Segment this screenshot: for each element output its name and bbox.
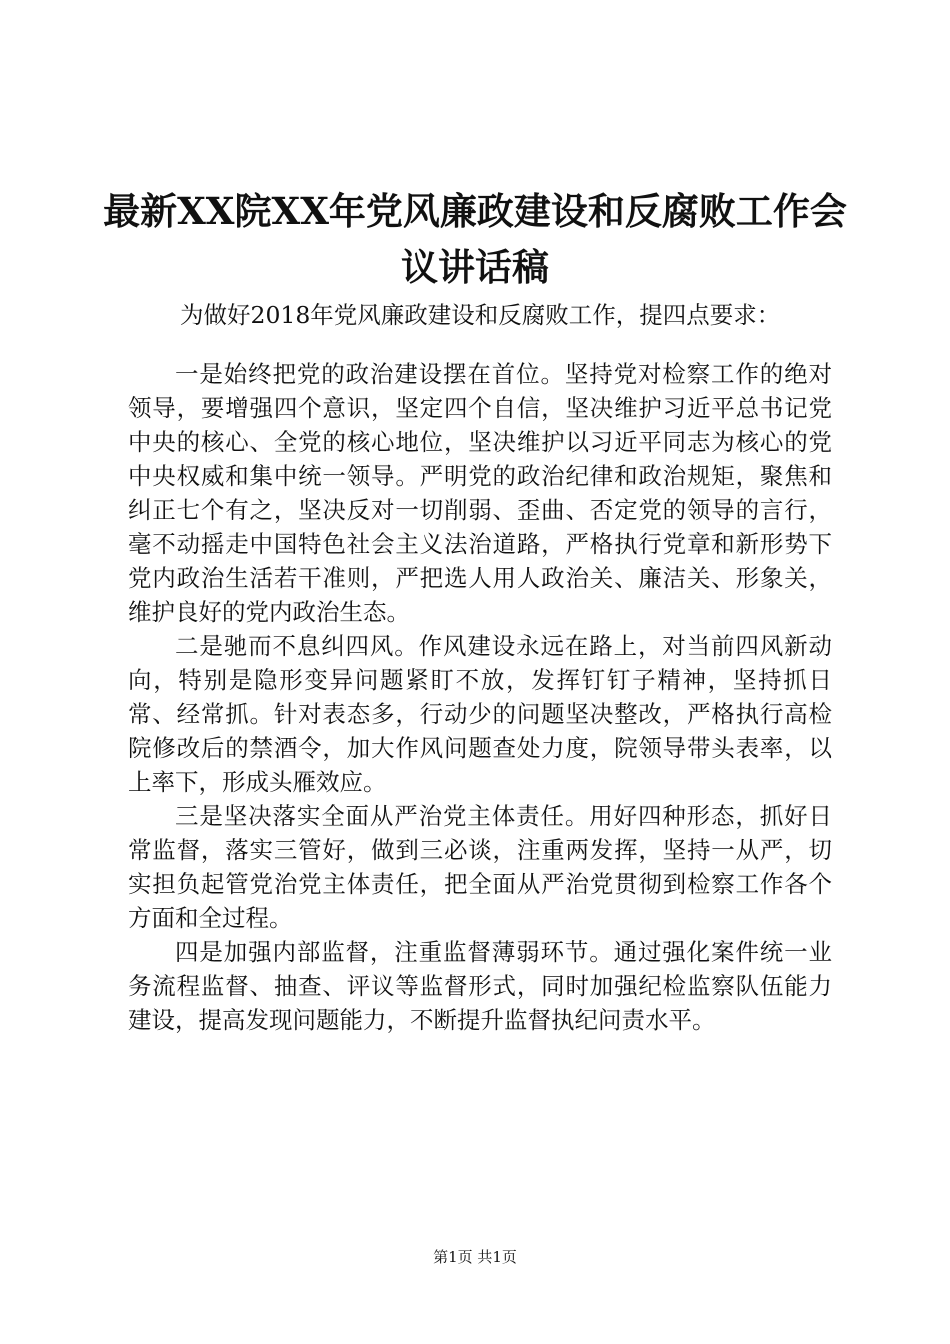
document-title: 最新XX院XX年党风廉政建设和反腐败工作会议讲话稿 xyxy=(103,189,847,289)
paragraph-4: 四是加强内部监督，注重监督薄弱环节。通过强化案件统一业务流程监督、抽查、评议等监督形式，同时加强纪检监察队伍能力建设，提高发现问题能力，不断提升监督执纪问责水平。 xyxy=(128,938,832,1034)
paragraph-2: 二是驰而不息纠四风。作风建设永远在路上，对当前四风新动向，特别是隐形变异问题紧盯不放，发挥钉钉子精神，坚持抓日常、经常抓。针对表态多，行动少的问题坚决整改，严格执行高检院修改后的禁酒令，加大作风问题查处力度，院领导带头表率，以上率下，形成头雁效应。 xyxy=(128,632,832,796)
paragraph-1: 一是始终把党的政治建设摆在首位。坚持党对检察工作的绝对领导，要增强四个意识，坚定四个自信，坚决维护习近平总书记党中央的核心、全党的核心地位，坚决维护以习近平同志为核心的党中央权威和集中统一领导。严明党的政治纪律和政治规矩，聚焦和纠正七个有之，坚决反对一切削弱、歪曲、否定党的领导的言行，毫不动摇走中国特色社会主义法治道路，严格执行党章和新形势下党内政治生活若干准则，严把选人用人政治关、廉洁关、形象关，维护良好的党内政治生态。 xyxy=(128,360,832,626)
paragraph-3: 三是坚决落实全面从严治党主体责任。用好四种形态，抓好日常监督，落实三管好，做到三必谈，注重两发挥，坚持一从严，切实担负起管党治党主体责任，把全面从严治党贯彻到检察工作各个方面和全过程。 xyxy=(128,802,832,932)
intro-text: 为做好2018年党风廉政建设和反腐败工作，提四点要求： xyxy=(180,301,781,329)
page-footer: 第1页 共1页 xyxy=(433,1248,517,1266)
document-body xyxy=(128,357,832,1037)
